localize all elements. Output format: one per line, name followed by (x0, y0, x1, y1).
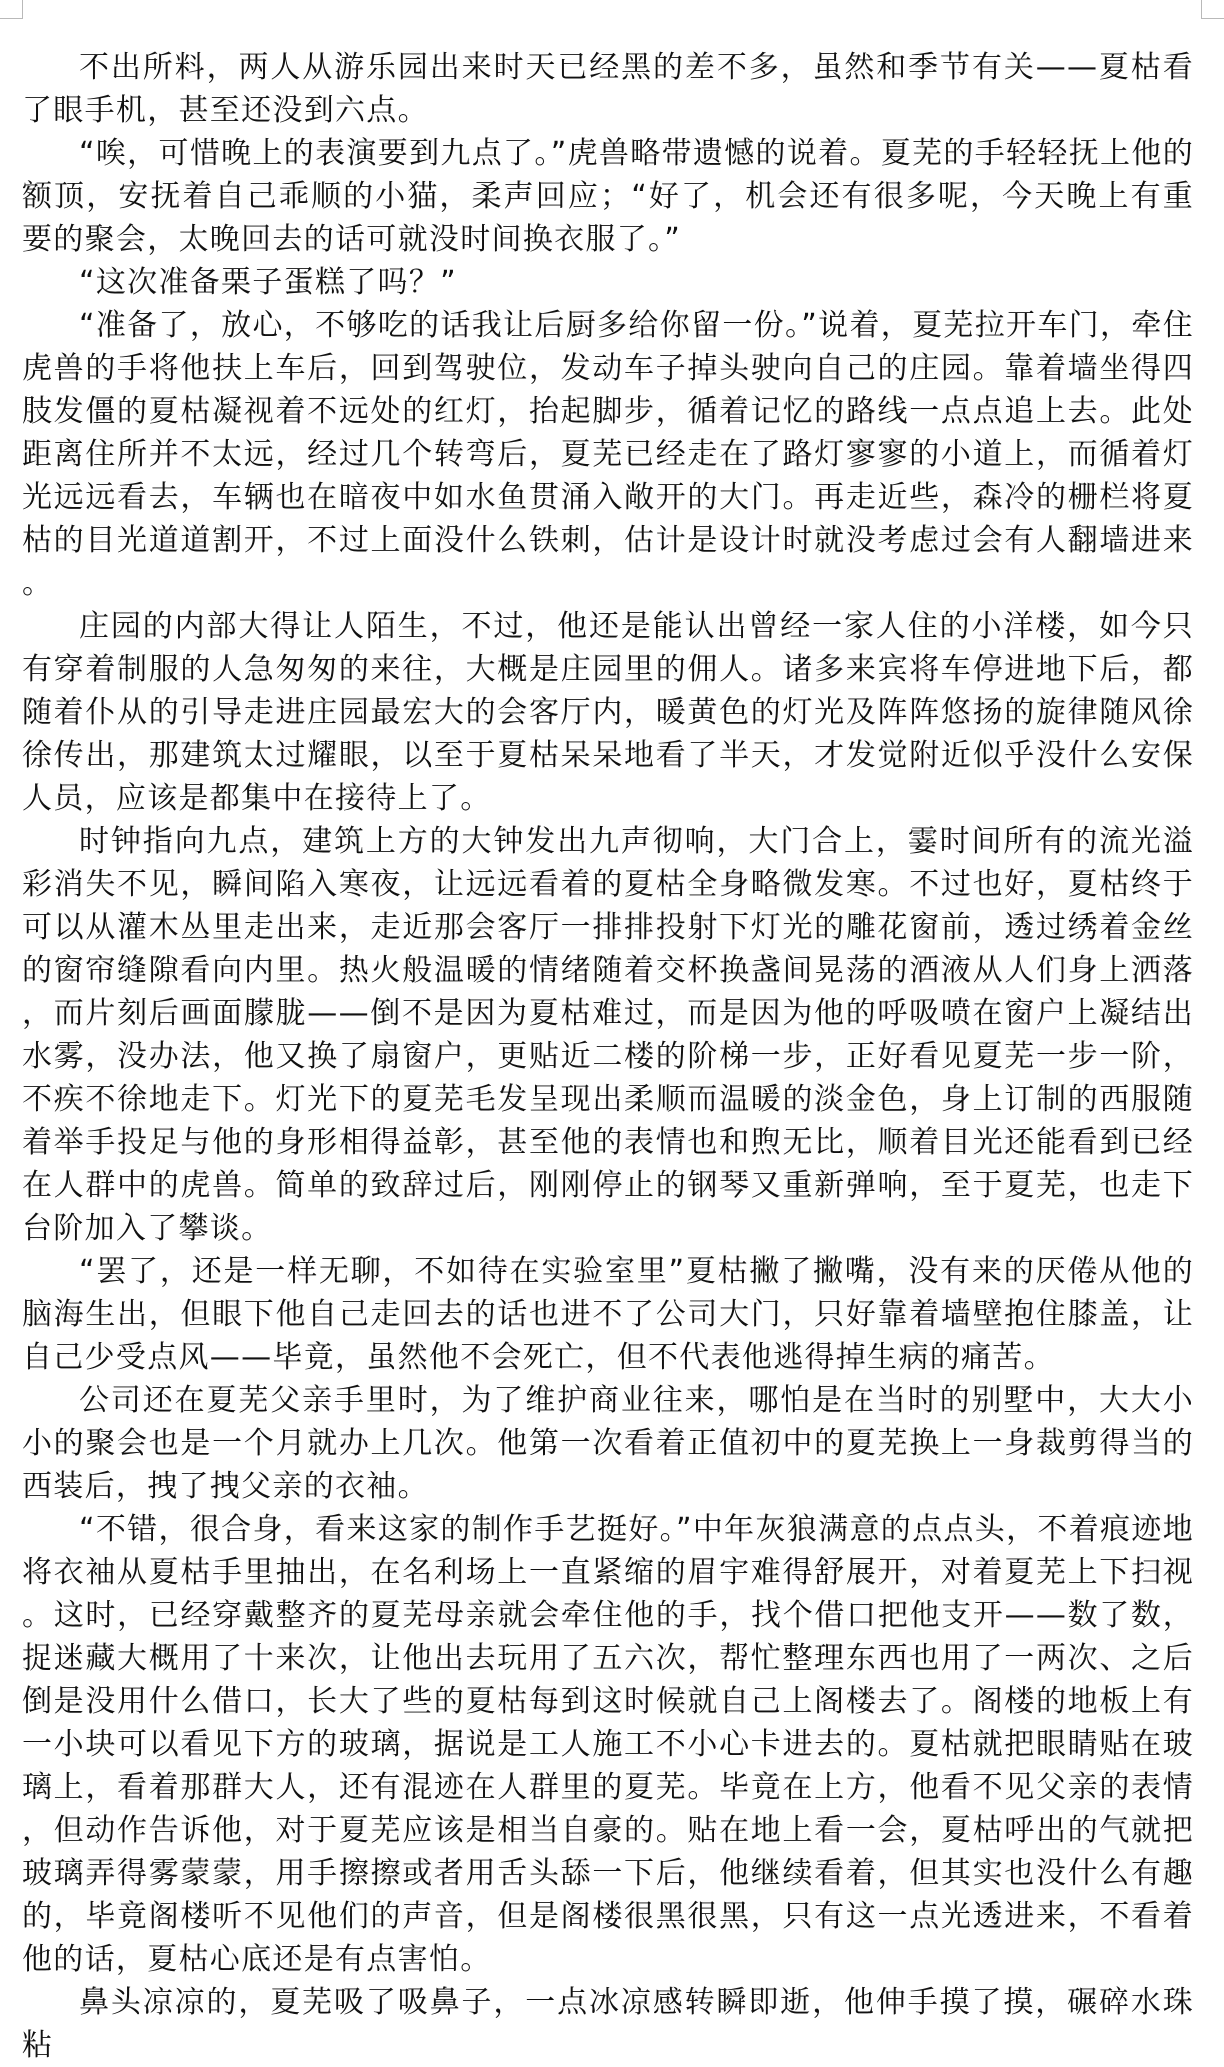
top-right-corner-mark (1201, 0, 1224, 19)
paragraph: 庄园的内部大得让人陌生，不过，他还是能认出曾经一家人住的小洋楼，如今只有穿着制服的人急匆匆的来往，大概是庄园里的佣人。诸多来宾将车停进地下后，都随着仆从的引导走进庄园最宏大的会客厅内，暖黄色的灯光及阵阵悠扬的旋律随风徐徐传出，那建筑太过耀眼，以至于夏枯呆呆地看了半天，才发觉附近似乎没什么安保人员，应该是都集中在接待上了。 (22, 609, 1194, 816)
paragraph: “这次准备栗子蛋糕了吗？” (79, 265, 457, 300)
document-body (22, 46, 1194, 2067)
paragraph: 鼻头凉凉的，夏芜吸了吸鼻子，一点冰凉感转瞬即逝，他伸手摸了摸，碾碎水珠粘 (22, 1985, 1194, 2063)
paragraph: “准备了，放心，不够吃的话我让后厨多给你留一份。”说着，夏芜拉开车门，牵住虎兽的手将他扶上车后，回到驾驶位，发动车子掉头驶向自己的庄园。靠着墙坐得四肢发僵的夏枯凝视着不远处的红灯，抬起脚步，循着记忆的路线一点点追上去。此处距离住所并不太远，经过几个转弯后，夏芜已经走在了路灯寥寥的小道上，而循着灯光远远看去，车辆也在暗夜中如水鱼贯涌入敞开的大门。再走近些，森冷的栅栏将夏枯的目光道道割开，不过上面没什么铁刺，估计是设计时就没考虑过会有人翻墙进来。 (22, 308, 1194, 601)
paragraph: 不出所料，两人从游乐园出来时天已经黑的差不多，虽然和季节有关——夏枯看了眼手机，甚至还没到六点。 (22, 50, 1194, 128)
paragraph: “唉，可惜晚上的表演要到九点了。”虎兽略带遗憾的说着。夏芜的手轻轻抚上他的额顶，安抚着自己乖顺的小猫，柔声回应；“好了，机会还有很多呢，今天晚上有重要的聚会，太晚回去的话可就没时间换衣服了。” (22, 136, 1194, 257)
paragraph: 公司还在夏芜父亲手里时，为了维护商业往来，哪怕是在当时的别墅中，大大小小的聚会也是一个月就办上几次。他第一次看着正值初中的夏芜换上一身裁剪得当的西装后，拽了拽父亲的衣袖。 (22, 1383, 1194, 1504)
paragraph: 时钟指向九点，建筑上方的大钟发出九声彻响，大门合上，霎时间所有的流光溢彩消失不见，瞬间陷入寒夜，让远远看着的夏枯全身略微发寒。不过也好，夏枯终于可以从灌木丛里走出来，走近那会客厅一排排投射下灯光的雕花窗前，透过绣着金丝的窗帘缝隙看向内里。热火般温暖的情绪随着交杯换盏间晃荡的酒液从人们身上洒落，而片刻后画面朦胧——倒不是因为夏枯难过，而是因为他的呼吸喷在窗户上凝结出水雾，没办法，他又换了扇窗户，更贴近二楼的阶梯一步，正好看见夏芜一步一阶，不疾不徐地走下。灯光下的夏芜毛发呈现出柔顺而温暖的淡金色，身上订制的西服随着举手投足与他的身形相得益彰，甚至他的表情也和煦无比，顺着目光还能看到已经在人群中的虎兽。简单的致辞过后，刚刚停止的钢琴又重新弹响，至于夏芜，也走下台阶加入了攀谈。 (22, 824, 1194, 1246)
top-left-corner-mark (0, 0, 23, 19)
paragraph: “罢了，还是一样无聊，不如待在实验室里”夏枯撇了撇嘴，没有来的厌倦从他的脑海生出，但眼下他自己走回去的话也进不了公司大门，只好靠着墙壁抱住膝盖，让自己少受点风——毕竟，虽然他不会死亡，但不代表他逃得掉生病的痛苦。 (22, 1254, 1194, 1375)
paragraph: “不错，很合身，看来这家的制作手艺挺好。”中年灰狼满意的点点头，不着痕迹地将衣袖从夏枯手里抽出，在名利场上一直紧缩的眉宇难得舒展开，对着夏芜上下扫视。这时，已经穿戴整齐的夏芜母亲就会牵住他的手，找个借口把他支开——数了数，捉迷藏大概用了十来次，让他出去玩用了五六次，帮忙整理东西也用了一两次、之后倒是没用什么借口，长大了些的夏枯每到这时候就自己上阁楼去了。阁楼的地板上有一小块可以看见下方的玻璃，据说是工人施工不小心卡进去的。夏枯就把眼睛贴在玻璃上，看着那群大人，还有混迹在人群里的夏芜。毕竟在上方，他看不见父亲的表情，但动作告诉他，对于夏芜应该是相当自豪的。贴在地上看一会，夏枯呼出的气就把玻璃弄得雾蒙蒙，用手擦擦或者用舌头舔一下后，他继续看着，但其实也没什么有趣的，毕竟阁楼听不见他们的声音，但是阁楼很黑很黑，只有这一点光透进来，不看着他的话，夏枯心底还是有点害怕。 (22, 1512, 1194, 1977)
